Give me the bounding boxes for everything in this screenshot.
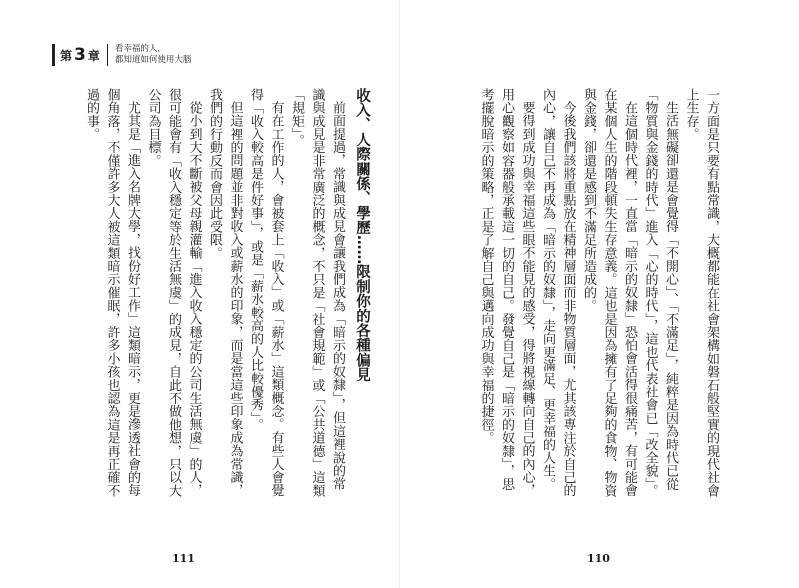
page-number-left: 111 bbox=[172, 552, 195, 565]
paragraph: 尤其是「進入名牌大學，找份好工作」這類暗示，更是滲透社會的每個角落，不僅許多大人被這類暗示催眠，許多小孩也認為這是再正確不過的事。 bbox=[84, 88, 140, 498]
chapter-subtitle-line-1: 看幸福的人， bbox=[114, 44, 166, 54]
chapter-label bbox=[60, 45, 100, 65]
page-number-right: 110 bbox=[587, 552, 610, 565]
left-body-text bbox=[81, 88, 378, 498]
paragraph: 在這個時代裡，一直當「暗示的奴隸」恐怕會活得很痛苦，有可能會在某個人生的階段頓失生存意義。這也是因為擁有了足夠的食物、物資與金錢，卻還是感到不滿足所造成的。 bbox=[581, 88, 637, 498]
paragraph: 從小到大不斷被父母親灌輸「進入收入穩定的公司生活無虞」的人，很可能會有「收入穩定等於生活無虞」的成見，自此不做他想，只以大公司為目標。 bbox=[145, 88, 202, 498]
right-body-text bbox=[475, 88, 721, 498]
chapter-subtitle-line-2: 都知道如何使用大腦 bbox=[114, 55, 192, 65]
chapter-subtitle bbox=[115, 44, 192, 66]
paragraph: 前面提過，常識與成見會讓我們成為「暗示的奴隸」，但這裡說的常識與成見是非常廣泛的概念，不只是「社會規範」或「公共道德」這類「規矩」。 bbox=[289, 88, 345, 498]
paragraph: 有在工作的人，會被套上「收入」或「薪水」這類概念。有些人會覺得「收入較高是件好事」，或是「薪水較高的人比較優秀」。 bbox=[248, 88, 284, 497]
chapter-divider bbox=[107, 44, 108, 66]
paragraph: 但這裡的問題並非對收入或薪水的印象，而是當這些印象成為常識，我們的行動反而會因此受限。 bbox=[207, 88, 243, 497]
right-page bbox=[400, 0, 799, 588]
chapter-bar bbox=[52, 44, 55, 66]
chapter-suffix: 章 bbox=[87, 49, 100, 63]
paragraph: 一方面是只要有點常識，大概都能在社會架構如磐石般堅實的現代社會上生存。 bbox=[683, 88, 719, 498]
paragraph: 要得到成功與幸福這些眼不能見的感受，得將視線轉向自己的內心，用心觀察如容器般承載這一切的自己。發覺自己是「暗示的奴隸」，思考擺脫暗示的策略，正是了解自己與邁向成功與幸福的捷徑。 bbox=[478, 88, 535, 497]
paragraph: 今後我們該將重點放在精神層面而非物質層面，尤其該專注於自己的內心，讓自己不再成為「暗示的奴隸」，走向更滿足、更幸福的人生。 bbox=[540, 88, 576, 497]
left-page bbox=[0, 0, 399, 588]
section-heading: 收入、人際關係、學歷……限制你的各種偏見 bbox=[354, 88, 370, 382]
chapter-number: 3 bbox=[74, 45, 86, 65]
chapter-header bbox=[52, 44, 191, 66]
chapter-prefix: 第 bbox=[60, 49, 73, 63]
paragraph: 生活無礙卻還是會覺得「不開心」、「不滿足」，純粹是因為時代已從「物質與金錢的時代」進入「心的時代」，這也代表社會已「改全貌」。 bbox=[642, 88, 678, 498]
